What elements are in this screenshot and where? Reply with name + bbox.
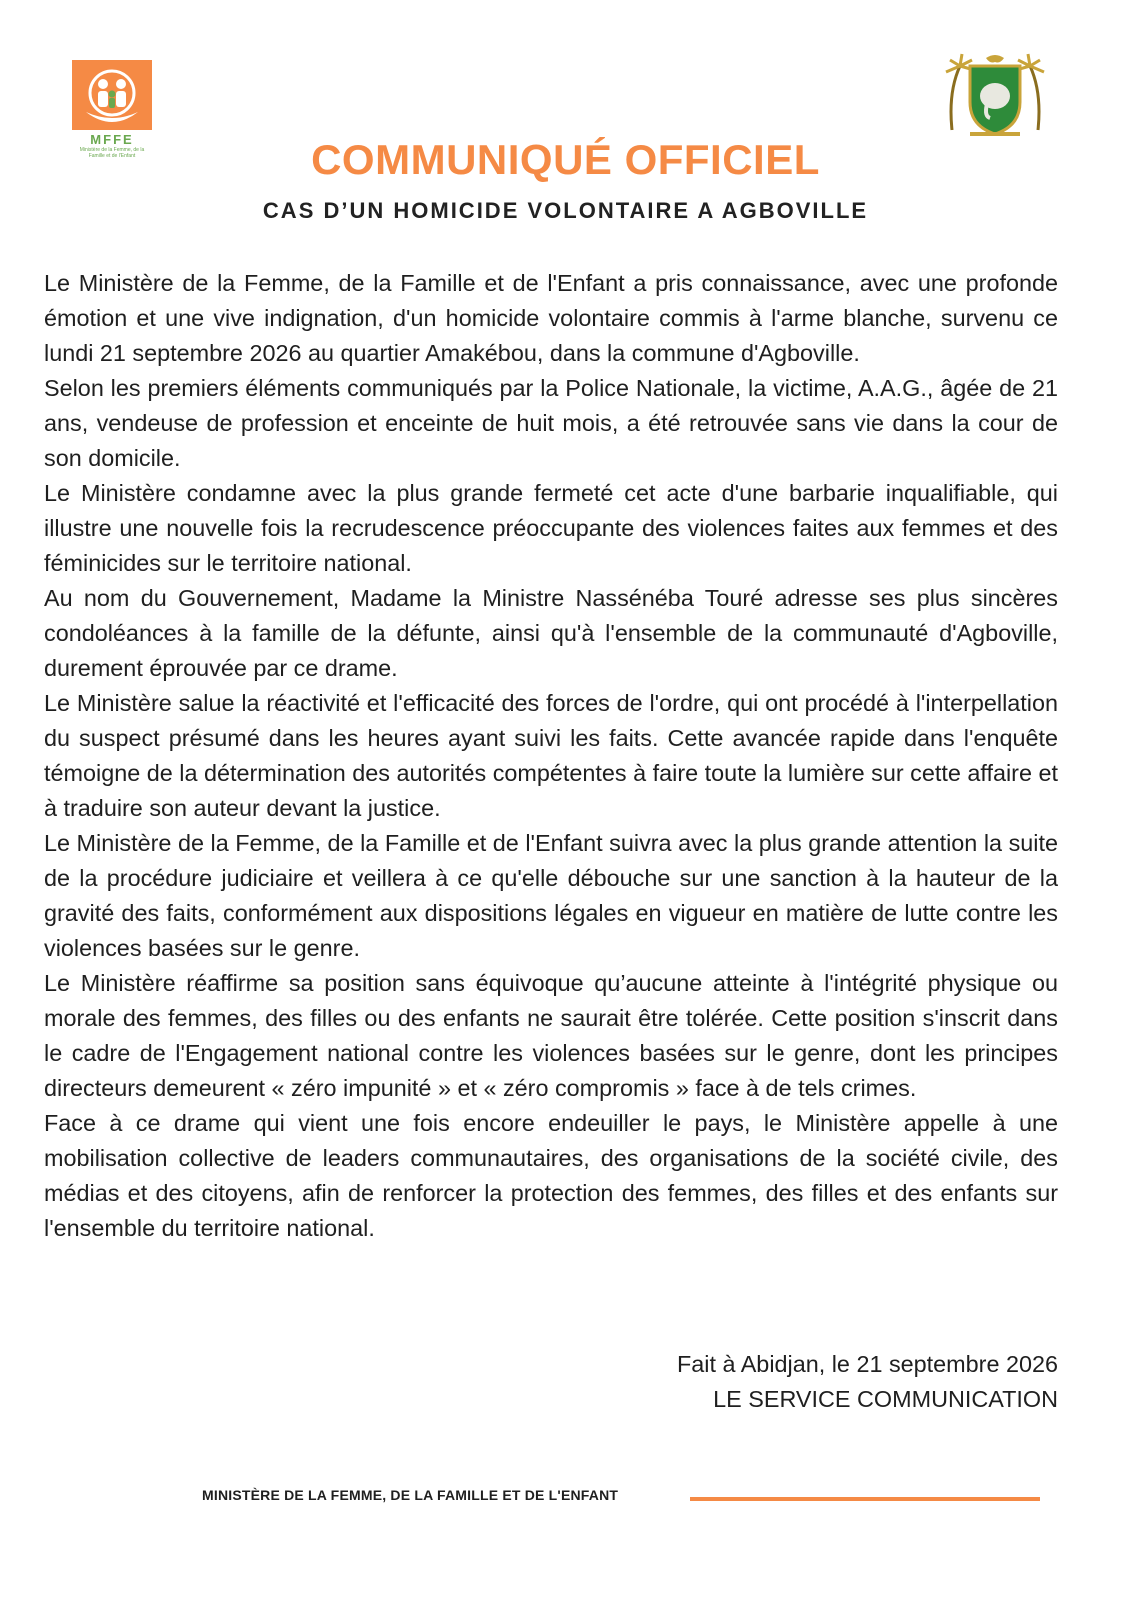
- document-title: COMMUNIQUÉ OFFICIEL: [311, 136, 820, 183]
- footer-divider: [690, 1497, 1040, 1501]
- paragraph: Face à ce drame qui vient une fois encore endeuiller le pays, le Ministère appelle à une mobilisation collective de leaders communautaires, des organisations de la société civile, des médias et des citoyens, afin de renforcer la protection des femmes, des filles et des enfants sur l'ensemble du territoire national.: [44, 1110, 1058, 1241]
- signature-block: [677, 1347, 1058, 1417]
- footer-ministry-name: MINISTÈRE DE LA FEMME, DE LA FAMILLE ET DE L'ENFANT: [202, 1487, 619, 1503]
- paragraph: Le Ministère de la Femme, de la Famille et de l'Enfant suivra avec la plus grande attention la suite de la procédure judiciaire et veillera à ce qu'elle débouche sur une sanction à la hauteur de la gravité des faits, conformément aux dispositions légales en vigueur en matière de lutte contre les violences basées sur le genre.: [44, 830, 1058, 961]
- logo-acronym: MFFE: [90, 132, 134, 147]
- paragraph: Le Ministère réaffirme sa position sans équivoque qu’aucune atteinte à l'intégrité physique ou morale des femmes, des filles ou des enfants ne saurait être tolérée. Cette position s'inscrit dans le cadre de l'Engagement national contre les violences basées sur le genre, dont les principes directeurs demeurent « zéro impunité » et « zéro compromis » face à de tels crimes.: [44, 970, 1058, 1101]
- paragraph: Le Ministère salue la réactivité et l'efficacité des forces de l'ordre, qui ont procédé à l'interpellation du suspect présumé dans les heures ayant suivi les faits. Cette avancée rapide dans l'enquête témoigne de la détermination des autorités compétentes à faire toute la lumière sur cette affaire et à traduire son auteur devant la justice.: [44, 690, 1058, 821]
- logo-subtitle: Ministère de la Femme, de la Famille et de l'Enfant: [79, 147, 145, 159]
- family-icon: [72, 60, 152, 130]
- national-emblem: [940, 52, 1050, 142]
- communique-body: [44, 266, 1058, 1246]
- paragraph: Le Ministère de la Femme, de la Famille et de l'Enfant a pris connaissance, avec une profonde émotion et une vive indignation, d'un homicide volontaire commis à l'arme blanche, survenu ce lundi 21 septembre 2026 au quartier Amakébou, dans la commune d'Agboville.: [44, 270, 1058, 366]
- coat-of-arms-icon: [940, 52, 1050, 142]
- paragraph: Au nom du Gouvernement, Madame la Ministre Nassénéba Touré adresse ses plus sincères condoléances à la famille de la défunte, ainsi qu'à l'ensemble de la communauté d'Agboville, durement éprouvée par ce drame.: [44, 585, 1058, 681]
- signatory: LE SERVICE COMMUNICATION: [713, 1386, 1058, 1412]
- place-date: Fait à Abidjan, le 21 septembre 2026: [677, 1351, 1058, 1377]
- paragraph: Selon les premiers éléments communiqués par la Police Nationale, la victime, A.A.G., âgée de 21 ans, vendeuse de profession et enceinte de huit mois, a été retrouvée sans vie dans la cour de son domicile.: [44, 375, 1058, 471]
- document-subtitle: CAS D’UN HOMICIDE VOLONTAIRE A AGBOVILLE: [262, 198, 869, 223]
- paragraph: Le Ministère condamne avec la plus grande fermeté cet acte d'une barbarie inqualifiable, qui illustre une nouvelle fois la recrudescence préoccupante des violences faites aux femmes et des féminicides sur le territoire national.: [44, 480, 1058, 576]
